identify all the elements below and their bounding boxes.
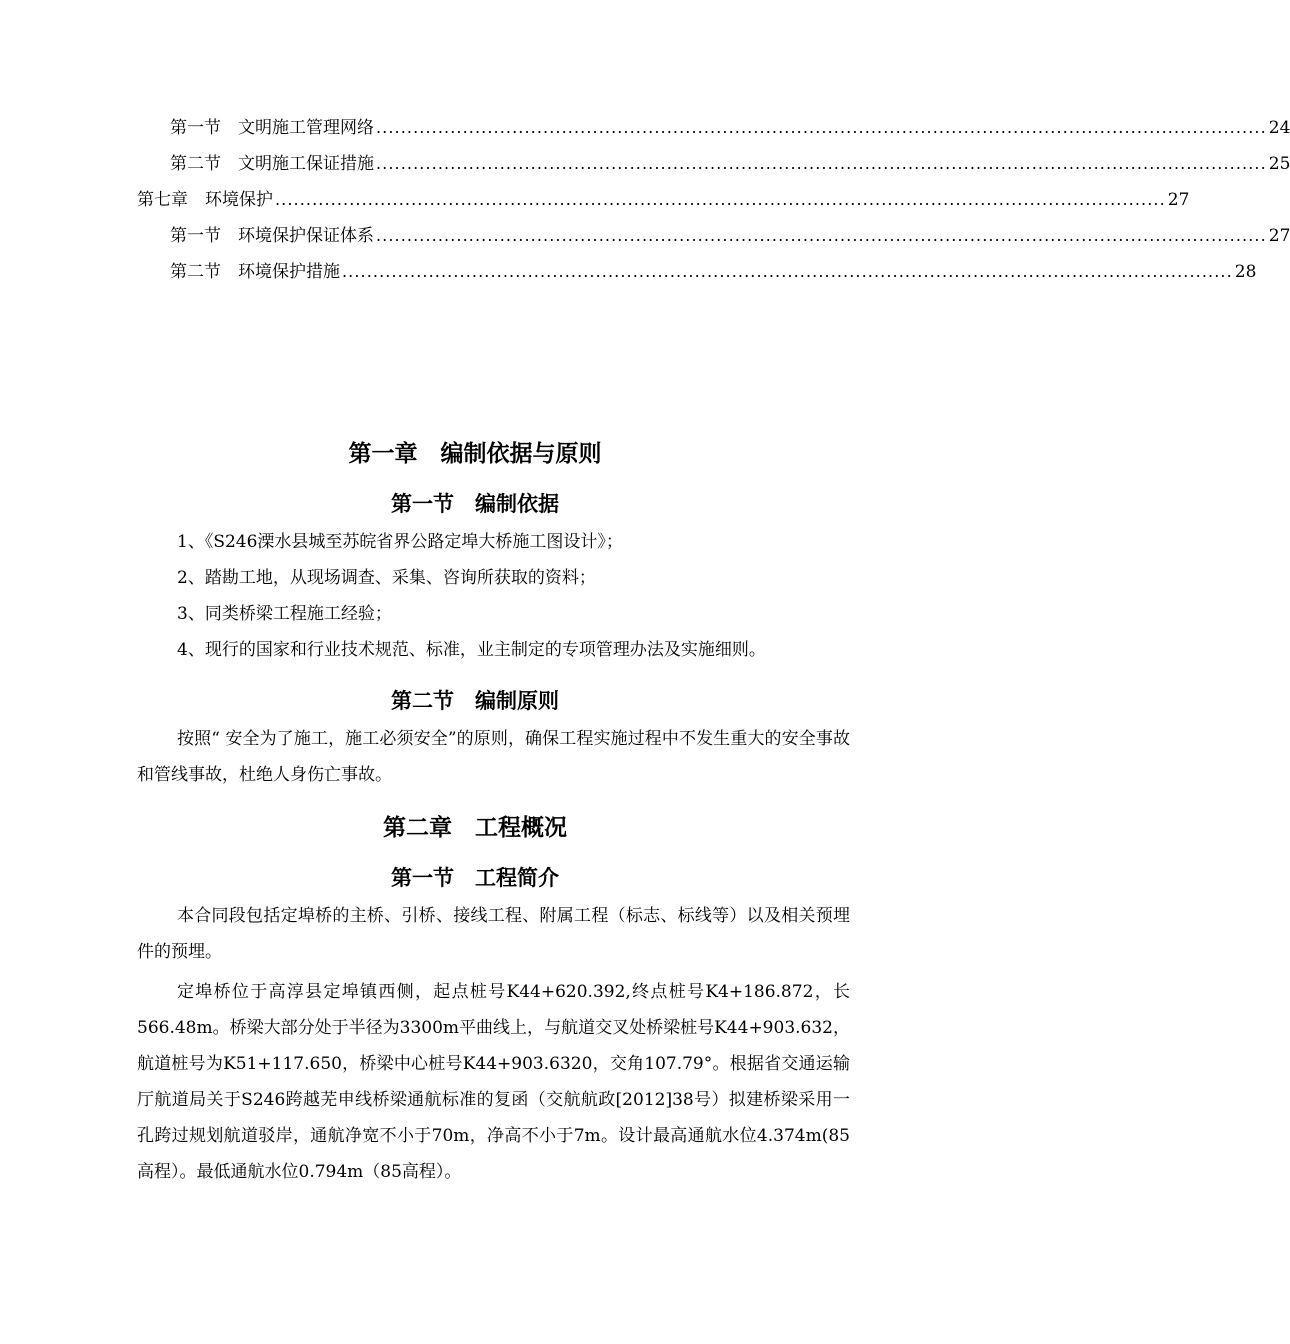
toc-entry-label: 第一节 环境保护保证体系 xyxy=(170,226,374,246)
toc-entry-label: 第七章 环境保护 xyxy=(137,190,273,210)
toc-entry-page: 25 xyxy=(1268,154,1290,174)
overview-paragraph-2: 定埠桥位于高淳县定埠镇西侧，起点桩号K44+620.392,终点桩号K4+186.872，长566.48m。桥梁大部分处于半径为3300m平曲线上，与航道交叉处桥梁桩号K44+903.632，航道桩号为K51+117.650，桥梁中心桩号K44+903.6320，交角107.79°。根据省交通运输厅航道局关于S246跨越芜申线桥梁通航标准的复函（交航航政[2012]38号）拟建桥梁采用一孔跨过规划航道驳岸，通航净宽不小于70m，净高不小于7m。设计最高通航水位4.374m(85高程）。最低通航水位0.794m（85高程）。 xyxy=(137,982,850,1182)
chapter-2-section-1-title: 第一节 工程简介 xyxy=(391,866,559,890)
chapter-2-title: 第二章 工程概况 xyxy=(383,815,567,841)
toc-entry-label: 第一节 文明施工管理网络 xyxy=(170,118,374,138)
chapter-1-title: 第一章 编制依据与原则 xyxy=(348,441,602,467)
overview-paragraph-1: 本合同段包括定埠桥的主桥、引桥、接线工程、附属工程（标志、标线等）以及相关预埋件的预埋。 xyxy=(137,906,850,962)
chapter-1-section-2-title: 第二节 编制原则 xyxy=(391,689,559,713)
toc-entry[interactable] xyxy=(170,254,1257,290)
toc-entry-page: 28 xyxy=(1234,262,1257,282)
toc-entry-page: 27 xyxy=(1268,226,1290,246)
toc-entry[interactable] xyxy=(170,146,1290,182)
principle-paragraph: 按照“ 安全为了施工，施工必须安全”的原则，确保工程实施过程中不发生重大的安全事故和管线事故，杜绝人身伤亡事故。 xyxy=(137,729,850,785)
toc-entry[interactable] xyxy=(137,182,1190,218)
toc-leader-dots: ................................................................................................................................................ xyxy=(376,118,1267,137)
toc-entry-page: 24 xyxy=(1268,118,1290,138)
basis-item-2: 2、踏勘工地，从现场调查、采集、咨询所获取的资料； xyxy=(177,568,596,588)
basis-item-3: 3、同类桥梁工程施工经验； xyxy=(177,604,392,624)
chapter-1-section-1-title: 第一节 编制依据 xyxy=(391,492,559,516)
basis-item-1: 1、《S246溧水县城至苏皖省界公路定埠大桥施工图设计》； xyxy=(177,532,623,552)
toc-leader-dots: ................................................................................................................................................ xyxy=(275,190,1166,209)
toc-entry-page: 27 xyxy=(1167,190,1190,210)
toc-leader-dots: ................................................................................................................................................ xyxy=(342,262,1233,281)
toc-leader-dots: ................................................................................................................................................ xyxy=(376,154,1267,173)
basis-item-4: 4、现行的国家和行业技术规范、标准，业主制定的专项管理办法及实施细则。 xyxy=(177,640,766,660)
toc-entry-label: 第二节 环境保护措施 xyxy=(170,262,340,282)
toc-leader-dots: ................................................................................................................................................ xyxy=(376,226,1267,245)
toc-entry-label: 第二节 文明施工保证措施 xyxy=(170,154,374,174)
toc-entry[interactable] xyxy=(170,110,1290,146)
toc-entry[interactable] xyxy=(170,218,1290,254)
table-of-contents xyxy=(0,110,1290,290)
